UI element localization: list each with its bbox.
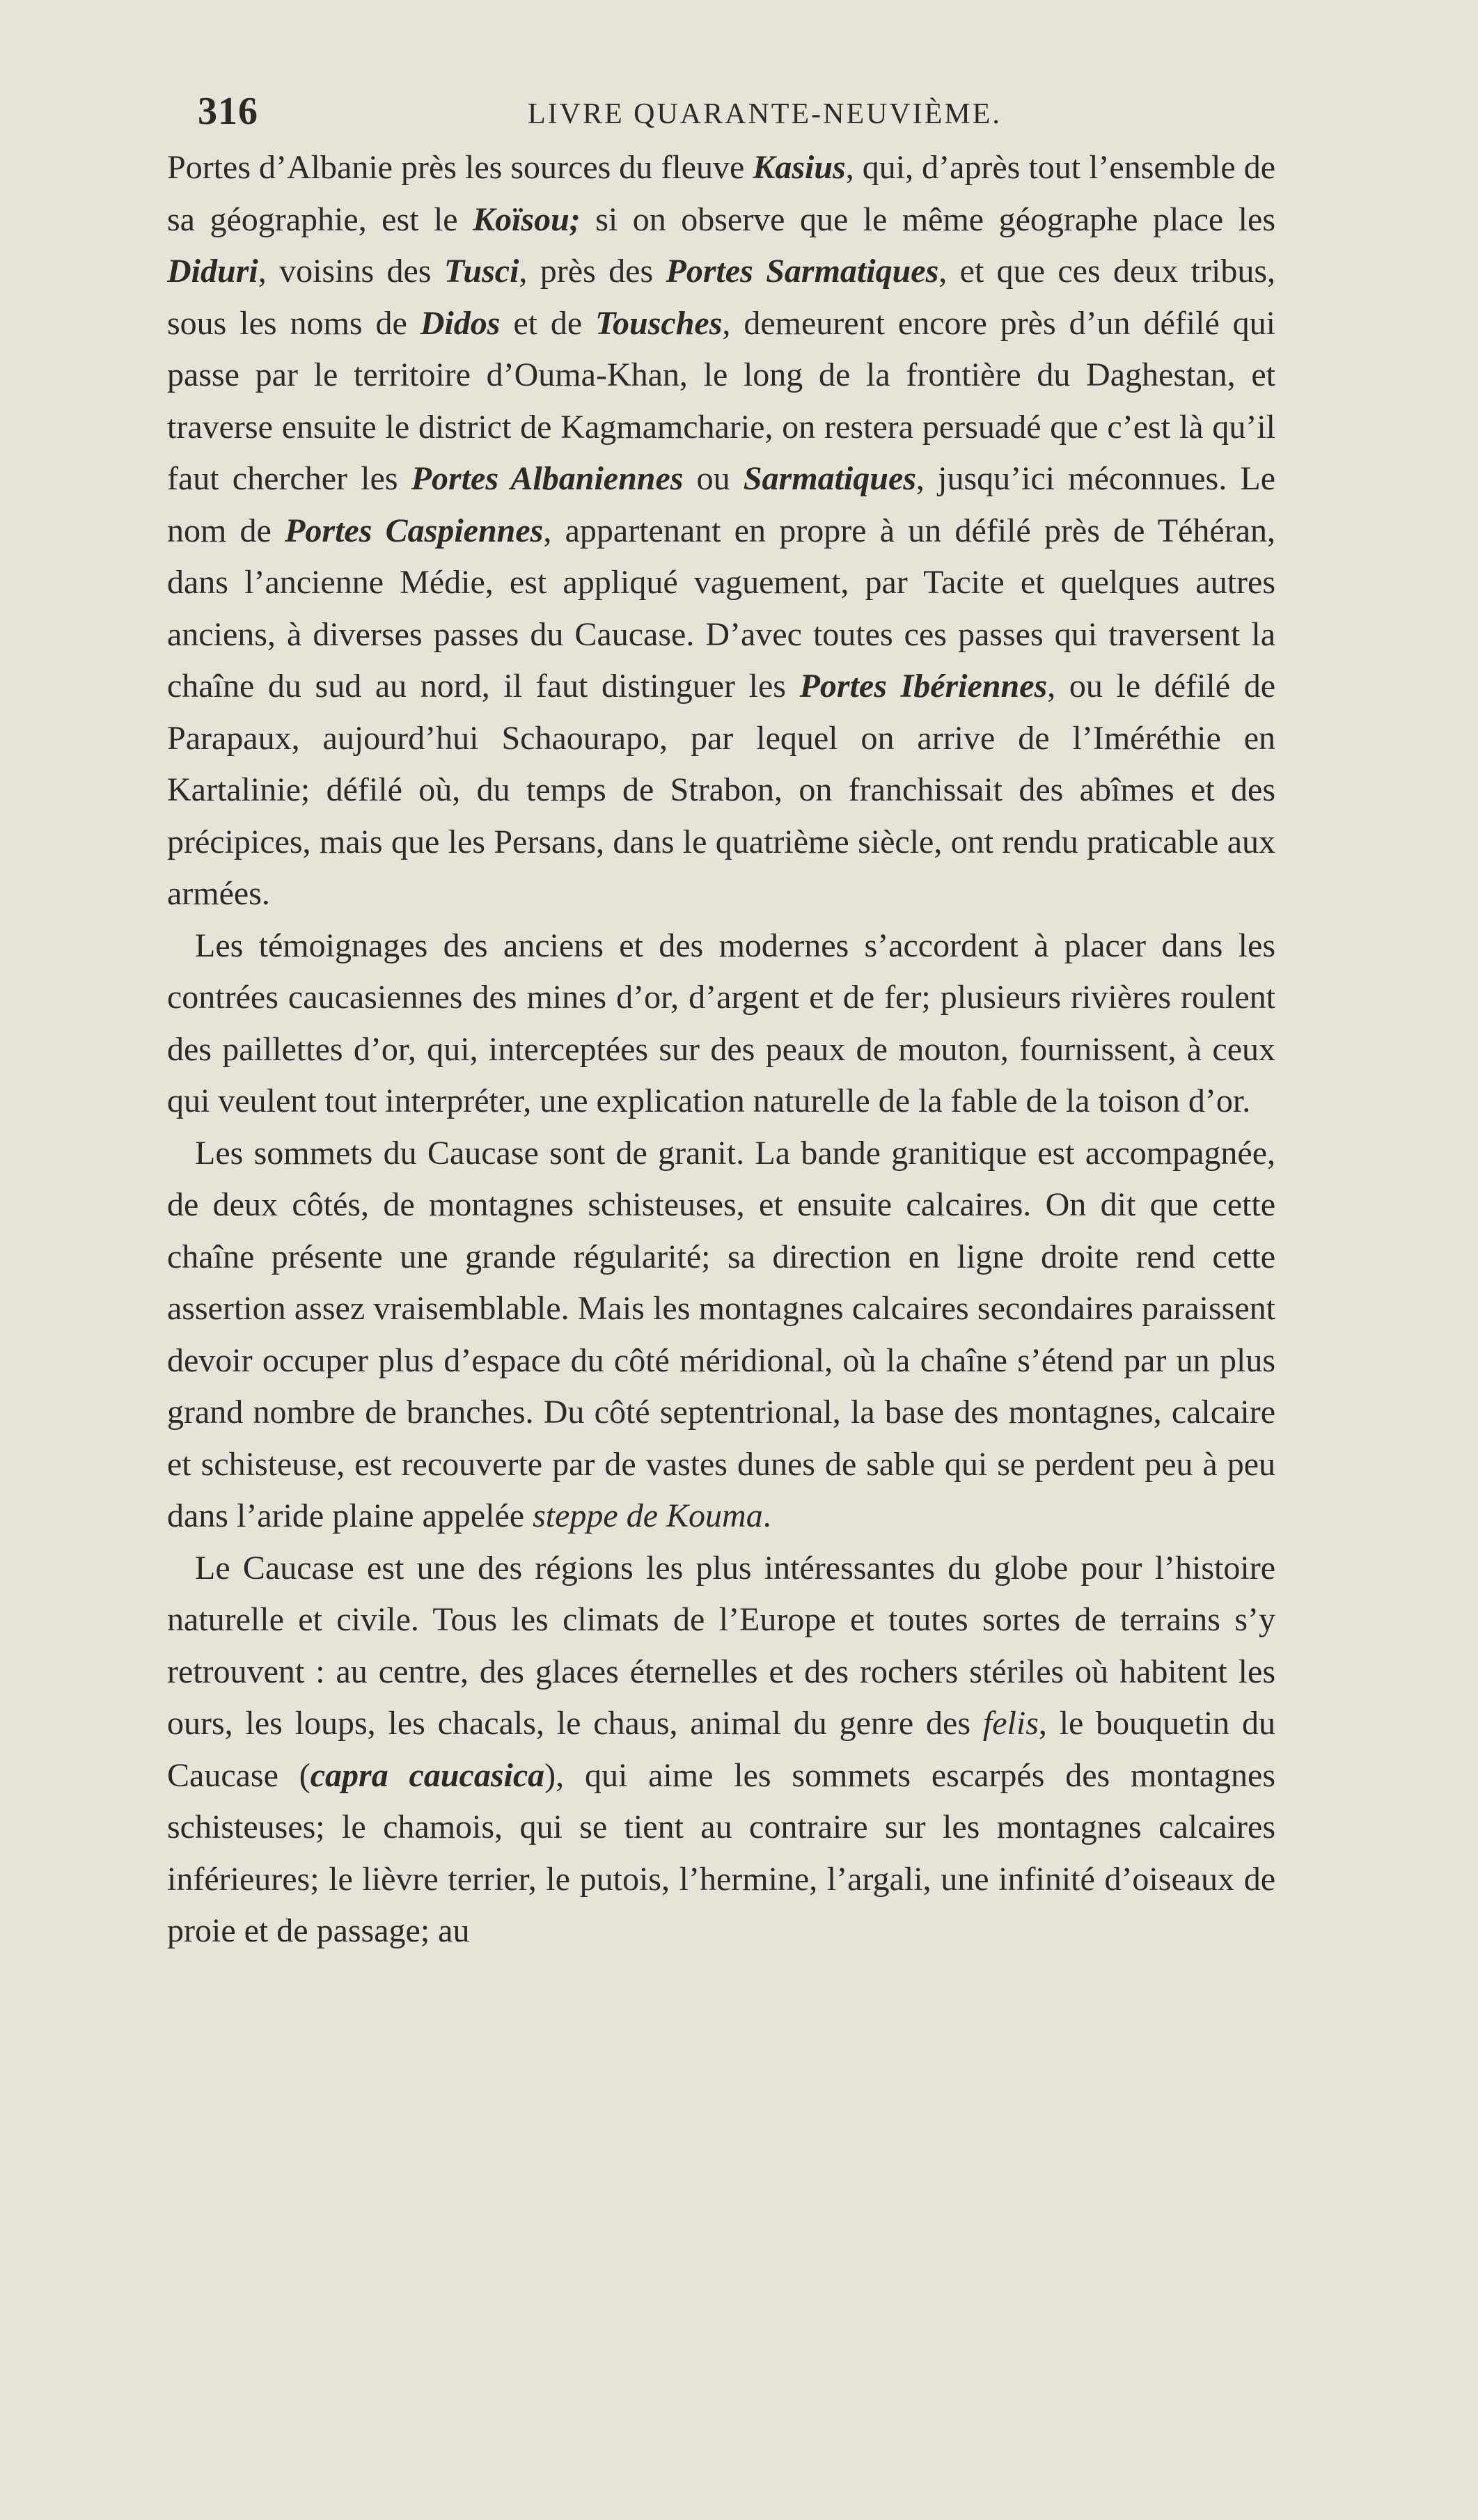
italic-term: Tousches: [595, 304, 723, 342]
italic-term: capra caucasica: [310, 1756, 545, 1794]
italic-term: Portes Caspiennes: [285, 512, 544, 549]
paragraph: [167, 142, 1275, 920]
text-run: .: [762, 1497, 771, 1534]
body-text: [167, 142, 1275, 1958]
text-run: si on observe que le même géographe place les: [580, 200, 1275, 238]
paragraph: [167, 1128, 1275, 1543]
text-run: , appartenant en propre à un défilé près de Téhéran, dans l’ancienne Médie, est appliqué vaguement, par Tacite et quelques autres anciens, à diverses passes du Caucase. D’avec toutes ces passes qui traversent la chaîne du sud au nord, il faut distinguer les: [167, 512, 1276, 704]
paragraph: [167, 1543, 1275, 1958]
italic-term: Koïsou;: [473, 200, 581, 238]
text-run: , qui, d’après tout l’ensemble de sa géographie, est le: [167, 149, 1275, 238]
italic-term: Sarmatiques: [743, 460, 916, 497]
italic-term: Didos: [420, 304, 501, 342]
paragraph: [167, 920, 1275, 1128]
text-run: , le bouquetin du Caucase (: [167, 1705, 1275, 1794]
text-run: , près des: [519, 253, 666, 290]
italic-term: Portes Ibériennes: [799, 668, 1048, 704]
text-run: , demeurent encore près d’un défilé qui passe par le territoire d’Ouma-Khan, le long de la frontière du Daghestan, et traverse ensuite le district de Kagmamcharie, on restera persuadé que c’est là qu’il faut chercher les: [167, 304, 1276, 497]
text-run: Portes d’Albanie près les sources du fleuve: [167, 149, 753, 186]
page-number: 316: [198, 90, 258, 133]
text-run: Les témoignages des anciens et des modernes s’accordent à placer dans les contrées caucasiennes des mines d’or, d’argent et de fer; plusieurs rivières roulent des paillettes d’or, qui, interceptées sur des peaux de mouton, fournissent, à ceux qui veulent tout interpréter, une explication naturelle de la fable de la toison d’or.: [167, 927, 1275, 1119]
italic-term: Kasius: [753, 149, 846, 186]
text-run: ), qui aime les sommets escarpés des montagnes schisteuses; le chamois, qui se tient au contraire sur les montagnes calcaires inférieures; le lièvre terrier, le putois, l’hermine, l’argali, une infinité d’oiseaux de proie et de passage; au: [167, 1756, 1275, 1949]
running-title: LIVRE QUARANTE-NEUVIÈME.: [528, 98, 1002, 130]
text-run: , voisins des: [258, 253, 444, 290]
italic-term: Tusci: [443, 253, 519, 290]
italic-term: Portes Sarmatiques: [666, 253, 939, 290]
text-run: Le Caucase est une des régions les plus intéressantes du globe pour l’histoire naturelle et civile. Tous les climats de l’Europe et toutes sortes de terrains s’y retrouvent : au centre, des glaces éternelles et des rochers stériles où habitent les ours, les loups, les chacals, le chaus, animal du genre des: [167, 1549, 1275, 1742]
text-run: , et que ces deux tribus, sous les noms de: [167, 253, 1276, 342]
italic-term: Diduri: [167, 253, 258, 290]
italic-term: steppe de Kouma: [533, 1497, 763, 1534]
italic-term: felis: [982, 1705, 1039, 1742]
text-run: , ou le défilé de Parapaux, aujourd’hui Schaourapo, par lequel on arrive de l’Iméréthie en Kartalinie; défilé où, du temps de Strabon, on franchissait des abîmes et des précipices, mais que les Persans, dans le quatrième siècle, ont rendu praticable aux armées.: [167, 668, 1275, 912]
text-run: ou: [683, 460, 744, 497]
page-header: [0, 89, 1478, 145]
text-run: Les sommets du Caucase sont de granit. La bande granitique est accompagnée, de deux côtés, de montagnes schisteuses, et ensuite calcaires. On dit que cette chaîne présente une grande régularité; sa direction en ligne droite rend cette assertion assez vraisemblable. Mais les montagnes calcaires secondaires paraissent devoir occuper plus d’espace du côté méridional, où la chaîne s’étend par un plus grand nombre de branches. Du côté septentrional, la base des montagnes, calcaire et schisteuse, est recouverte par de vastes dunes de sable qui se perdent peu à peu dans l’aride plaine appelée: [167, 1134, 1275, 1534]
italic-term: Portes Albaniennes: [411, 460, 684, 497]
text-run: , jusqu’ici méconnues. Le nom de: [167, 460, 1276, 549]
text-run: et de: [500, 304, 596, 342]
